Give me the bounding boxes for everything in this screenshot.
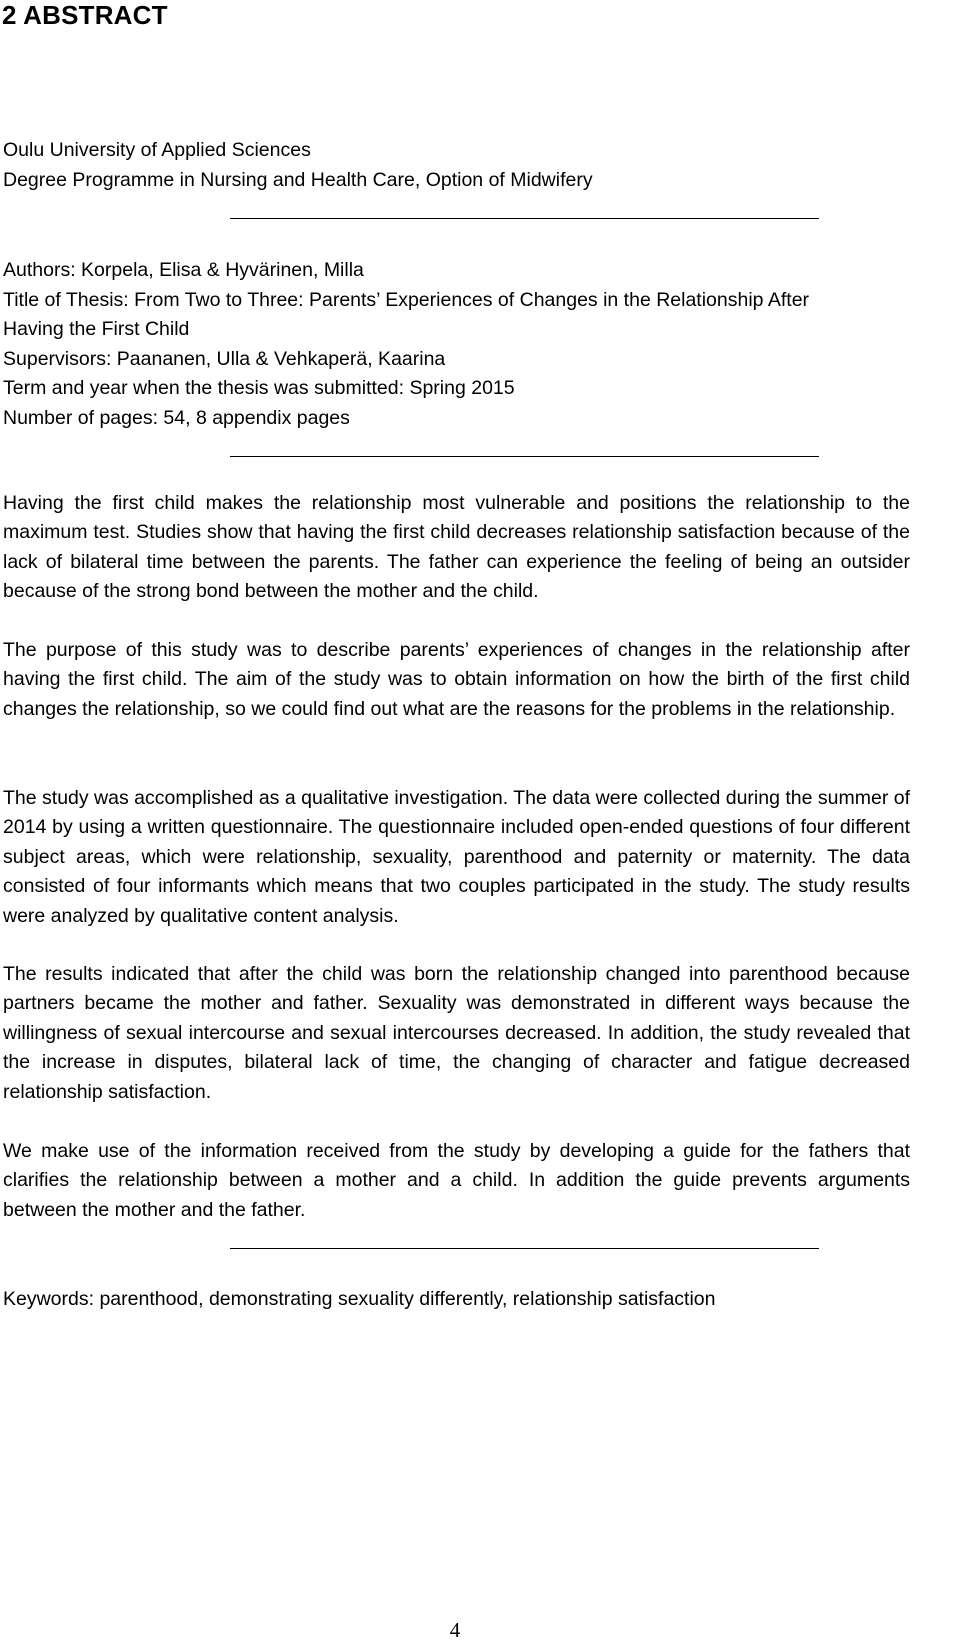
divider-rule-3 bbox=[230, 1248, 819, 1249]
abstract-paragraph: Having the first child makes the relationship most vulnerable and positions the relationship to the maximum test. Studies show that having the first child decreases relationship satisfaction because of the lack of bilateral time between the parents. The father can experience the feeling of being an outsider because of the strong bond between the mother and the child. bbox=[3, 492, 910, 603]
divider-rule-1 bbox=[230, 218, 819, 219]
keywords-line: Keywords: parenthood, demonstrating sexuality differently, relationship satisfaction bbox=[3, 1288, 716, 1310]
thesis-title-line-2: Having the First Child bbox=[3, 318, 190, 340]
thesis-info-block bbox=[3, 256, 913, 433]
authors-line: Authors: Korpela, Elisa & Hyvärinen, Milla bbox=[3, 259, 364, 281]
submission-term-line: Term and year when the thesis was submitted: Spring 2015 bbox=[3, 377, 515, 399]
page-number: 4 bbox=[449, 1618, 461, 1642]
degree-programme: Degree Programme in Nursing and Health Care, Option of Midwifery bbox=[3, 168, 593, 191]
abstract-paragraph: The study was accomplished as a qualitative investigation. The data were collected during the summer of 2014 by using a written questionnaire. The questionnaire included open-ended questions of four different subject areas, which were relationship, sexuality, parenthood and paternity or maternity. The data consisted of four informants which means that two couples participated in the study. The study results were analyzed by qualitative content analysis. bbox=[3, 787, 910, 927]
university-name: Oulu University of Applied Sciences bbox=[3, 139, 311, 161]
abstract-paragraph: The results indicated that after the child was born the relationship changed into parenthood because partners became the mother and father. Sexuality was demonstrated in different ways because the willingness of sexual intercourse and sexual intercourses decreased. In addition, the study revealed that the increase in disputes, bilateral lack of time, the changing of character and fatigue decreased relationship satisfaction. bbox=[3, 963, 910, 1103]
institution-block bbox=[3, 136, 913, 195]
supervisors-line: Supervisors: Paananen, Ulla & Vehkaperä, Kaarina bbox=[3, 347, 446, 370]
section-heading: 2 ABSTRACT bbox=[2, 0, 168, 30]
page-count-line: Number of pages: 54, 8 appendix pages bbox=[3, 406, 350, 429]
thesis-title-line-1: Title of Thesis: From Two to Three: Parents’ Experiences of Changes in the Relationship After bbox=[3, 288, 810, 311]
abstract-paragraph: We make use of the information received from the study by developing a guide for the fathers that clarifies the relationship between a mother and a child. In addition the guide prevents arguments between the mother and the father. bbox=[3, 1140, 910, 1221]
divider-rule-2 bbox=[230, 456, 819, 457]
abstract-paragraph: The purpose of this study was to describe parents’ experiences of changes in the relationship after having the first child. The aim of the study was to obtain information on how the birth of the first child changes the relationship, so we could find out what are the reasons for the problems in the relationship. bbox=[3, 639, 910, 720]
